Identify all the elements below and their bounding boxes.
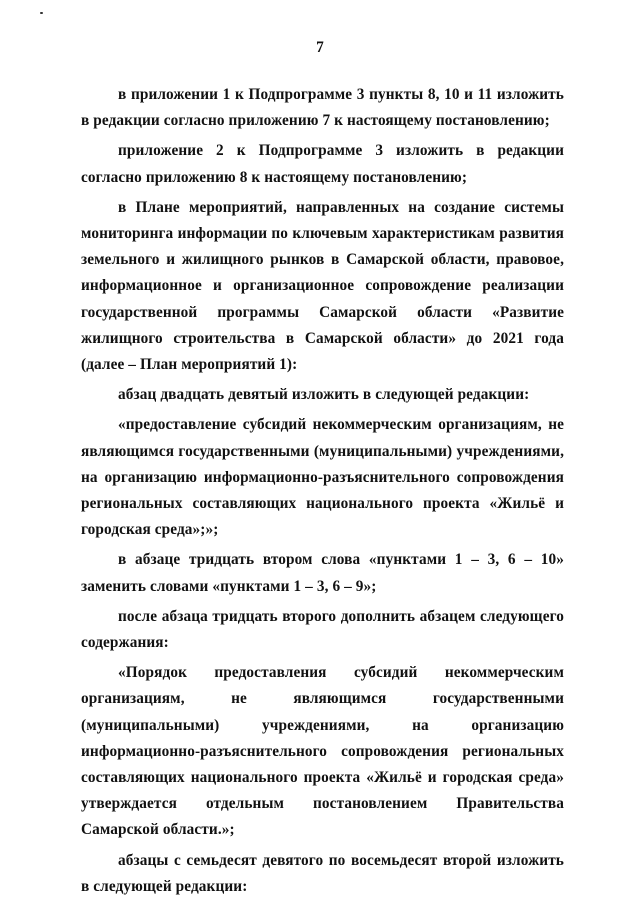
paragraph-appendix-2: приложение 2 к Подпрограмме 3 изложить в редакции согласно приложению 8 к настоящему постановлению; bbox=[81, 142, 564, 186]
paragraph-after-abzac-32: после абзаца тридцать второго дополнить абзацем следующего содержания: bbox=[81, 607, 564, 652]
paragraph-abzacs-79-82: абзацы с семьдесят девятого по восемьдесят второй изложить в следующей редакции: bbox=[81, 851, 564, 895]
paragraph-action-plan: в Плане мероприятий, направленных на создание системы мониторинга информации по ключевым характеристикам развития земельного и жилищного рынков в Самарской области, правовое, информационное и организационное сопровождение реализации государственной программы Самарской области «Развитие жилищного строительства в Самарской области» до 2021 года (далее – План мероприятий 1): bbox=[81, 198, 564, 374]
paragraph-abzac-29: абзац двадцать девятый изложить в следующей редакции: bbox=[118, 386, 530, 404]
paragraph-abzac-32-replace: в абзаце тридцать втором слова «пунктами 1 – 3, 6 – 10» заменить словами «пунктами 1 – 3, 6 – 9»; bbox=[81, 551, 564, 595]
paragraph-subsidy-text: «предоставление субсидий некоммерческим организациям, не являющимся государственными (муниципальными) учреждениями, на организацию информационно-разъяснительного сопровождения региональных составляющих национального проекта «Жильё и городская среда»;»; bbox=[81, 416, 564, 539]
page-number: 7 bbox=[316, 39, 324, 56]
paragraph-subsidy-procedure: «Порядок предоставления субсидий некоммерческим организациям, не являющимся государственными (муниципальными) учреждениями, на организацию информационно-разъяснительного сопровождения региональных составляющих национального проекта «Жильё и городская среда» утверждается отдельным постановлением Правительства Самарской области.»; bbox=[81, 664, 564, 839]
document-body bbox=[81, 82, 564, 904]
paragraph-appendix-1: в приложении 1 к Подпрограмме 3 пункты 8, 10 и 11 изложить в редакции согласно приложению 7 к настоящему постановлению; bbox=[81, 86, 564, 130]
scan-speck bbox=[40, 12, 43, 14]
